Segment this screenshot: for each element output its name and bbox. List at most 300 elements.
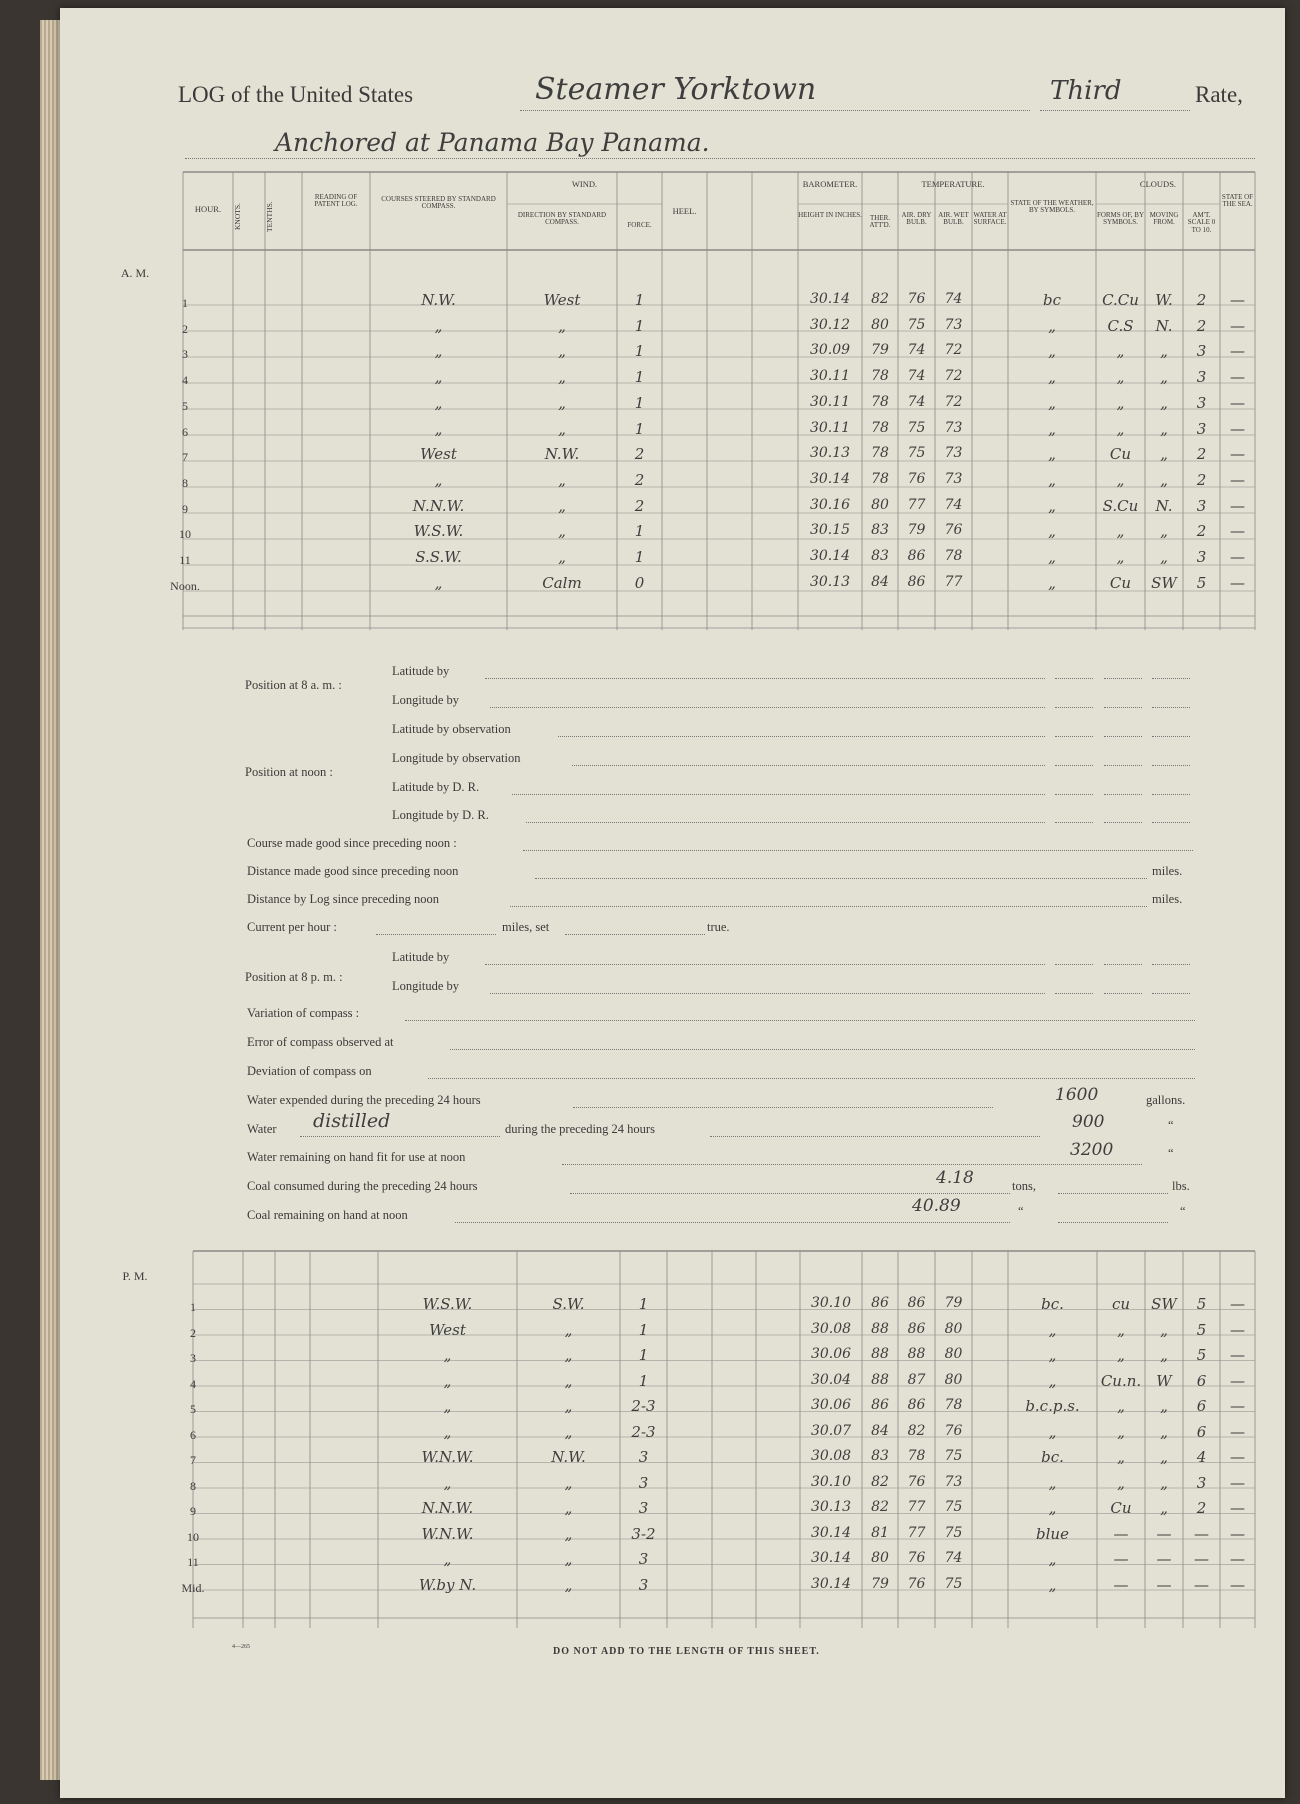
am-height-5: 30.11 bbox=[809, 393, 851, 410]
pm-sea-2: — bbox=[1230, 1320, 1245, 1339]
am-ther-1: 82 bbox=[871, 291, 889, 307]
am-sea-9: — bbox=[1230, 496, 1245, 515]
pm-sea-12: — bbox=[1230, 1575, 1245, 1594]
pm-height-12: 30.14 bbox=[810, 1575, 852, 1592]
pm-amount-5: 6 bbox=[1196, 1397, 1207, 1415]
water-word: Water bbox=[247, 1122, 277, 1136]
clouds-header: CLOUDS. bbox=[1139, 179, 1177, 189]
pm-dry-9: 77 bbox=[907, 1499, 926, 1515]
am-hour-8: 8 bbox=[182, 475, 188, 490]
pm-height-9: 30.13 bbox=[810, 1499, 852, 1515]
pm-moving-7: „ bbox=[1160, 1448, 1168, 1466]
am-course-6: „ bbox=[434, 419, 443, 438]
water-remaining-value: 3200 bbox=[1070, 1140, 1114, 1160]
pm-wind-2: „ bbox=[564, 1320, 573, 1339]
am-hour-6: 6 bbox=[182, 424, 188, 439]
am-force-1: 1 bbox=[634, 291, 645, 309]
pm-height-3: 30.06 bbox=[810, 1346, 852, 1362]
coal-remaining-lbs-ditto: “ bbox=[1180, 1204, 1186, 1218]
pm-amount-12: — bbox=[1194, 1575, 1209, 1594]
pm-sea-9: — bbox=[1230, 1499, 1245, 1517]
pm-weather-5: b.c.p.s. bbox=[1025, 1397, 1080, 1415]
am-height-11: 30.14 bbox=[809, 548, 851, 564]
am-force-5: 1 bbox=[634, 393, 645, 412]
pm-wind-8: „ bbox=[564, 1473, 573, 1492]
am-wind-5: „ bbox=[558, 393, 566, 412]
am-course-2: „ bbox=[434, 316, 443, 335]
am-dry-11: 86 bbox=[907, 548, 926, 564]
dotted-rule bbox=[1152, 964, 1190, 965]
am-ther-5: 78 bbox=[871, 393, 889, 410]
current-label: Current per hour : bbox=[247, 920, 337, 934]
am-forms-1: C.Cu bbox=[1102, 291, 1139, 309]
pm-course-7: W.N.W. bbox=[421, 1448, 474, 1466]
pm-weather-2: „ bbox=[1048, 1320, 1057, 1339]
pm-wind-12: „ bbox=[564, 1575, 573, 1594]
distance-good-miles: miles. bbox=[1152, 864, 1183, 878]
am-forms-11: „ bbox=[1116, 548, 1125, 566]
pm-amount-11: — bbox=[1194, 1550, 1209, 1568]
heel-header: HEEL. bbox=[672, 206, 697, 216]
am-ther-10: 83 bbox=[871, 522, 889, 539]
pm-hour-4: 4 bbox=[190, 1376, 196, 1391]
am-wind-4: „ bbox=[558, 368, 566, 387]
pm-moving-1: SW bbox=[1151, 1295, 1177, 1313]
am-moving-3: „ bbox=[1160, 342, 1168, 361]
pm-ther-8: 82 bbox=[871, 1473, 889, 1490]
pm-moving-6: „ bbox=[1160, 1422, 1168, 1441]
pm-hour-8: 8 bbox=[190, 1478, 196, 1493]
am-amount-4: 3 bbox=[1196, 368, 1207, 387]
am-hour-7: 7 bbox=[182, 450, 188, 465]
am-course-10: W.S.W. bbox=[413, 522, 464, 541]
hour-header: HOUR. bbox=[194, 204, 222, 214]
am-dry-7: 75 bbox=[907, 445, 926, 462]
am-amount-6: 3 bbox=[1196, 419, 1207, 438]
am-force-7: 2 bbox=[634, 445, 645, 464]
am-height-12: 30.13 bbox=[809, 573, 851, 590]
pm-dry-1: 86 bbox=[907, 1295, 926, 1311]
dotted-rule bbox=[1104, 678, 1142, 679]
pm-ther-10: 81 bbox=[871, 1524, 889, 1541]
pm-ther-12: 79 bbox=[871, 1575, 889, 1592]
am-forms-9: S.Cu bbox=[1102, 496, 1139, 515]
am-moving-8: „ bbox=[1160, 470, 1168, 489]
am-moving-9: N. bbox=[1155, 496, 1173, 515]
knots-header: KNOTS. bbox=[233, 203, 242, 231]
pm-dry-5: 86 bbox=[907, 1397, 926, 1413]
pm-force-11: 3 bbox=[638, 1550, 649, 1568]
water-expended-label: Water expended during the preceding 24 hours bbox=[247, 1093, 481, 1107]
pm-moving-11: — bbox=[1156, 1550, 1172, 1568]
pm-wet-6: 76 bbox=[944, 1422, 963, 1439]
am-wind-10: „ bbox=[558, 522, 566, 541]
coal-remaining-ditto: “ bbox=[1018, 1204, 1024, 1218]
am-amount-1: 2 bbox=[1196, 291, 1207, 309]
pm-weather-6: „ bbox=[1048, 1422, 1057, 1441]
dotted-rule bbox=[558, 736, 1045, 737]
am-amount-10: 2 bbox=[1196, 522, 1207, 541]
position-8pm-lon: Longitude by bbox=[392, 979, 460, 993]
am-ther-7: 78 bbox=[871, 445, 889, 462]
pm-course-10: W.N.W. bbox=[421, 1524, 474, 1543]
pm-dry-4: 87 bbox=[907, 1371, 926, 1388]
pm-amount-1: 5 bbox=[1196, 1295, 1207, 1313]
am-dry-3: 74 bbox=[907, 342, 926, 359]
pm-wind-9: „ bbox=[564, 1499, 573, 1517]
pm-amount-6: 6 bbox=[1196, 1422, 1207, 1441]
current-miles-set: miles, set bbox=[502, 920, 550, 934]
pm-course-3: „ bbox=[443, 1346, 452, 1364]
pm-height-5: 30.06 bbox=[810, 1397, 852, 1413]
wind-direction-header: DIRECTION BY STANDARD COMPASS. bbox=[517, 211, 607, 227]
am-force-3: 1 bbox=[634, 342, 645, 361]
am-forms-12: Cu bbox=[1109, 573, 1132, 592]
vessel-rate: Third bbox=[1050, 76, 1122, 106]
am-wet-12: 77 bbox=[944, 573, 963, 590]
dotted-rule bbox=[1152, 822, 1190, 823]
am-wet-1: 74 bbox=[944, 291, 963, 307]
am-moving-11: „ bbox=[1160, 548, 1168, 566]
position-noon-label: Position at noon : bbox=[245, 765, 333, 779]
pm-dry-12: 76 bbox=[907, 1575, 926, 1592]
wind-force-header: FORCE. bbox=[627, 221, 652, 229]
pm-force-7: 3 bbox=[638, 1448, 649, 1466]
dotted-rule bbox=[490, 993, 1045, 994]
pm-hour-5: 5 bbox=[190, 1402, 196, 1416]
coal-remaining-value: 40.89 bbox=[912, 1196, 961, 1216]
coal-consumed-value: 4.18 bbox=[936, 1168, 974, 1188]
am-hour-9: 9 bbox=[182, 501, 188, 516]
pm-wind-10: „ bbox=[564, 1524, 573, 1543]
vessel-name: Steamer Yorktown bbox=[535, 72, 817, 107]
water-kind: distilled bbox=[313, 1110, 391, 1132]
pm-height-6: 30.07 bbox=[810, 1422, 852, 1439]
pm-amount-2: 5 bbox=[1196, 1320, 1207, 1339]
am-hour-1: 1 bbox=[182, 296, 188, 310]
sea-header: STATE OF THE SEA. bbox=[1221, 193, 1254, 209]
am-height-10: 30.15 bbox=[809, 522, 851, 539]
pm-height-1: 30.10 bbox=[810, 1295, 852, 1311]
dotted-rule bbox=[405, 1020, 1195, 1021]
am-forms-4: „ bbox=[1116, 368, 1125, 387]
pm-wet-11: 74 bbox=[944, 1550, 963, 1566]
pm-forms-12: — bbox=[1113, 1575, 1129, 1594]
pm-force-9: 3 bbox=[638, 1499, 649, 1517]
dotted-rule bbox=[1152, 736, 1190, 737]
pm-course-2: West bbox=[429, 1320, 466, 1339]
am-course-3: „ bbox=[434, 342, 443, 361]
dotted-rule bbox=[1152, 678, 1190, 679]
am-ther-12: 84 bbox=[871, 573, 889, 590]
pm-course-1: W.S.W. bbox=[422, 1295, 473, 1313]
pm-wet-3: 80 bbox=[944, 1346, 963, 1362]
dotted-rule bbox=[1055, 794, 1093, 795]
am-course-8: „ bbox=[434, 470, 443, 489]
am-dry-2: 75 bbox=[907, 316, 926, 333]
dotted-rule bbox=[562, 1164, 1142, 1165]
dotted-rule bbox=[512, 794, 1045, 795]
position-noon-lon-dr: Longitude by D. R. bbox=[392, 808, 489, 822]
pm-sea-3: — bbox=[1230, 1346, 1245, 1364]
pm-moving-10: — bbox=[1156, 1524, 1172, 1543]
dotted-rule bbox=[455, 1222, 1010, 1223]
am-forms-6: „ bbox=[1116, 419, 1125, 438]
water-during-label: during the preceding 24 hours bbox=[505, 1122, 655, 1136]
am-height-6: 30.11 bbox=[809, 419, 851, 436]
dotted-rule bbox=[1152, 794, 1190, 795]
am-sea-4: — bbox=[1230, 368, 1245, 387]
am-force-9: 2 bbox=[634, 496, 645, 515]
am-height-7: 30.13 bbox=[809, 445, 851, 462]
am-sea-2: — bbox=[1230, 316, 1245, 335]
dotted-rule bbox=[1055, 822, 1093, 823]
am-sea-5: — bbox=[1230, 393, 1245, 412]
pm-wet-2: 80 bbox=[944, 1320, 963, 1337]
am-wet-7: 73 bbox=[944, 445, 963, 462]
am-wind-2: „ bbox=[558, 316, 566, 335]
dotted-rule bbox=[1152, 993, 1190, 994]
coal-lbs: lbs. bbox=[1172, 1179, 1190, 1193]
am-weather-11: „ bbox=[1048, 548, 1056, 566]
pm-weather-12: „ bbox=[1048, 1575, 1057, 1594]
pm-wind-1: S.W. bbox=[552, 1295, 585, 1313]
dotted-rule bbox=[710, 1136, 1040, 1137]
pm-forms-3: „ bbox=[1117, 1346, 1125, 1364]
course-made-good-label: Course made good since preceding noon : bbox=[247, 836, 457, 850]
pm-amount-7: 4 bbox=[1196, 1448, 1207, 1466]
am-wet-11: 78 bbox=[944, 548, 963, 564]
pm-sea-1: — bbox=[1230, 1295, 1245, 1313]
pm-amount-8: 3 bbox=[1196, 1473, 1207, 1492]
dotted-rule bbox=[485, 964, 1045, 965]
dotted-rule bbox=[1104, 736, 1142, 737]
pm-wet-1: 79 bbox=[944, 1295, 963, 1311]
pm-weather-7: bc. bbox=[1041, 1448, 1064, 1466]
dotted-rule bbox=[1058, 1222, 1168, 1223]
am-hour-10: 10 bbox=[179, 527, 191, 542]
dotted-rule bbox=[565, 934, 705, 935]
pm-amount-9: 2 bbox=[1196, 1499, 1207, 1517]
pm-course-8: „ bbox=[443, 1473, 452, 1492]
pm-wet-9: 75 bbox=[944, 1499, 963, 1515]
pm-moving-2: „ bbox=[1160, 1320, 1168, 1339]
pm-forms-7: „ bbox=[1117, 1448, 1125, 1466]
am-course-4: „ bbox=[434, 368, 443, 387]
pm-dry-2: 86 bbox=[907, 1320, 926, 1337]
baro-height-header: HEIGHT IN INCHES. bbox=[798, 211, 862, 219]
water-surface-header: WATER AT SURFACE. bbox=[973, 211, 1007, 227]
pm-ther-11: 80 bbox=[871, 1550, 889, 1566]
am-moving-5: „ bbox=[1160, 393, 1168, 412]
am-weather-5: „ bbox=[1048, 393, 1056, 412]
distance-good-label: Distance made good since preceding noon bbox=[247, 864, 459, 878]
dotted-rule bbox=[535, 878, 1147, 879]
dotted-rule bbox=[300, 1136, 500, 1137]
dotted-rule bbox=[1152, 707, 1190, 708]
am-ther-4: 78 bbox=[871, 368, 889, 385]
dotted-rule bbox=[1152, 765, 1190, 766]
pm-height-8: 30.10 bbox=[810, 1473, 852, 1490]
am-weather-4: „ bbox=[1048, 368, 1056, 387]
pm-force-1: 1 bbox=[638, 1295, 649, 1313]
rate-label: Rate, bbox=[1195, 82, 1243, 107]
pm-label: P. M. bbox=[122, 1269, 148, 1283]
pm-wet-10: 75 bbox=[944, 1524, 963, 1541]
am-weather-2: „ bbox=[1048, 316, 1056, 335]
pm-weather-8: „ bbox=[1048, 1473, 1057, 1492]
pm-wet-12: 75 bbox=[944, 1575, 963, 1592]
am-wind-6: „ bbox=[558, 419, 566, 438]
am-amount-11: 3 bbox=[1196, 548, 1207, 566]
am-course-5: „ bbox=[434, 393, 443, 412]
am-height-9: 30.16 bbox=[809, 496, 851, 513]
am-dry-8: 76 bbox=[907, 470, 926, 487]
cloud-amount-header: AM'T. SCALE 0 TO 10. bbox=[1187, 211, 1216, 234]
dotted-rule bbox=[572, 765, 1045, 766]
position-noon-lat-dr: Latitude by D. R. bbox=[392, 780, 480, 794]
am-force-11: 1 bbox=[634, 548, 645, 566]
dotted-rule bbox=[1058, 1193, 1168, 1194]
pm-ther-2: 88 bbox=[871, 1320, 889, 1337]
pm-forms-2: „ bbox=[1117, 1320, 1125, 1339]
am-amount-5: 3 bbox=[1196, 393, 1207, 412]
pm-hour-11: 11 bbox=[187, 1555, 199, 1569]
am-ther-11: 83 bbox=[871, 548, 889, 564]
am-forms-8: „ bbox=[1116, 470, 1125, 489]
pm-ther-9: 82 bbox=[871, 1499, 889, 1515]
temperature-header: TEMPERATURE. bbox=[921, 179, 985, 189]
am-moving-12: SW bbox=[1151, 573, 1177, 592]
am-height-2: 30.12 bbox=[809, 316, 851, 333]
position-noon-lon-obs: Longitude by observation bbox=[392, 751, 521, 765]
am-hour-12: Noon. bbox=[170, 578, 200, 593]
pm-weather-11: „ bbox=[1048, 1550, 1057, 1568]
dotted-rule bbox=[570, 1193, 1010, 1194]
am-dry-1: 76 bbox=[907, 291, 926, 307]
dotted-rule bbox=[1055, 993, 1093, 994]
dotted-rule bbox=[490, 707, 1045, 708]
pm-forms-11: — bbox=[1113, 1550, 1129, 1568]
pm-weather-3: „ bbox=[1048, 1346, 1057, 1364]
pm-wind-5: „ bbox=[564, 1397, 573, 1415]
pm-course-6: „ bbox=[443, 1422, 452, 1441]
variation-label: Variation of compass : bbox=[247, 1006, 360, 1020]
position-noon-lat-obs: Latitude by observation bbox=[392, 722, 511, 736]
am-force-2: 1 bbox=[634, 316, 645, 335]
water-remaining-ditto: “ bbox=[1168, 1146, 1174, 1160]
am-moving-7: „ bbox=[1160, 445, 1168, 464]
pm-hour-3: 3 bbox=[190, 1351, 196, 1365]
tenths-header: TENTHS. bbox=[265, 201, 274, 233]
distance-log-label: Distance by Log since preceding noon bbox=[247, 892, 439, 906]
pm-amount-10: — bbox=[1194, 1524, 1209, 1543]
pm-force-5: 2-3 bbox=[631, 1397, 656, 1415]
pm-force-2: 1 bbox=[638, 1320, 649, 1339]
pm-forms-6: „ bbox=[1117, 1422, 1125, 1441]
am-wet-3: 72 bbox=[944, 342, 963, 359]
am-wind-8: „ bbox=[558, 470, 566, 489]
am-force-10: 1 bbox=[634, 522, 645, 541]
am-force-6: 1 bbox=[634, 419, 645, 438]
am-dry-10: 79 bbox=[907, 522, 926, 539]
am-forms-3: „ bbox=[1116, 342, 1125, 361]
am-forms-5: „ bbox=[1116, 393, 1125, 412]
am-weather-3: „ bbox=[1048, 342, 1056, 361]
pm-force-10: 3-2 bbox=[631, 1524, 656, 1543]
am-amount-2: 2 bbox=[1196, 316, 1207, 335]
pm-height-2: 30.08 bbox=[810, 1320, 852, 1337]
pm-forms-4: Cu.n. bbox=[1100, 1371, 1142, 1390]
water-remaining-label: Water remaining on hand fit for use at noon bbox=[247, 1150, 466, 1164]
current-true: true. bbox=[707, 920, 730, 934]
am-sea-12: — bbox=[1230, 573, 1245, 592]
am-sea-6: — bbox=[1230, 419, 1245, 438]
position-8pm-label: Position at 8 p. m. : bbox=[245, 970, 343, 984]
pm-wind-3: „ bbox=[564, 1346, 573, 1364]
pm-sea-8: — bbox=[1230, 1473, 1245, 1492]
pm-height-11: 30.14 bbox=[810, 1550, 852, 1566]
dotted-rule bbox=[1104, 964, 1142, 965]
pm-dry-3: 88 bbox=[907, 1346, 926, 1362]
pm-course-5: „ bbox=[443, 1397, 452, 1415]
coal-remaining-label: Coal remaining on hand at noon bbox=[247, 1208, 408, 1222]
pm-sea-5: — bbox=[1230, 1397, 1245, 1415]
dotted-rule bbox=[1055, 678, 1093, 679]
pm-height-4: 30.04 bbox=[810, 1371, 852, 1388]
am-ther-8: 78 bbox=[871, 470, 889, 487]
pm-height-7: 30.08 bbox=[810, 1448, 852, 1464]
pm-weather-10: blue bbox=[1036, 1524, 1069, 1543]
pm-wind-4: „ bbox=[564, 1371, 573, 1390]
am-forms-2: C.S bbox=[1107, 316, 1134, 335]
dotted-rule bbox=[1104, 707, 1142, 708]
am-weather-7: „ bbox=[1048, 445, 1056, 464]
am-wind-9: „ bbox=[558, 496, 566, 515]
dotted-rule bbox=[1055, 707, 1093, 708]
pm-ther-5: 86 bbox=[871, 1397, 889, 1413]
cloud-forms-header: FORMS OF, BY SYMBOLS. bbox=[1096, 211, 1145, 227]
error-label: Error of compass observed at bbox=[247, 1035, 394, 1049]
am-course-9: N.N.W. bbox=[412, 496, 465, 515]
dotted-rule bbox=[523, 850, 1193, 851]
am-sea-8: — bbox=[1230, 470, 1245, 489]
pm-wet-7: 75 bbox=[944, 1448, 963, 1464]
pm-hour-2: 2 bbox=[190, 1325, 196, 1340]
am-course-7: West bbox=[420, 445, 457, 464]
am-wind-12: Calm bbox=[542, 573, 582, 592]
am-label: A. M. bbox=[120, 266, 150, 280]
air-wet-header: AIR. WET BULB. bbox=[938, 211, 969, 227]
pm-force-4: 1 bbox=[638, 1371, 649, 1390]
dotted-rule bbox=[526, 822, 1045, 823]
am-ther-2: 80 bbox=[871, 316, 889, 333]
dotted-rule bbox=[1104, 794, 1142, 795]
pm-forms-10: — bbox=[1113, 1524, 1129, 1543]
water-expended-value: 1600 bbox=[1055, 1085, 1099, 1105]
am-weather-9: „ bbox=[1048, 496, 1056, 515]
am-force-8: 2 bbox=[634, 470, 645, 489]
am-wet-9: 74 bbox=[944, 496, 963, 513]
am-wet-2: 73 bbox=[944, 316, 963, 333]
form-number: 4—265 bbox=[232, 1644, 250, 1650]
pm-forms-1: cu bbox=[1111, 1295, 1131, 1313]
am-course-12: „ bbox=[434, 573, 443, 592]
pm-wet-4: 80 bbox=[944, 1371, 963, 1388]
pm-sea-4: — bbox=[1230, 1371, 1245, 1390]
am-height-3: 30.09 bbox=[809, 342, 851, 359]
am-wind-3: „ bbox=[558, 342, 566, 361]
